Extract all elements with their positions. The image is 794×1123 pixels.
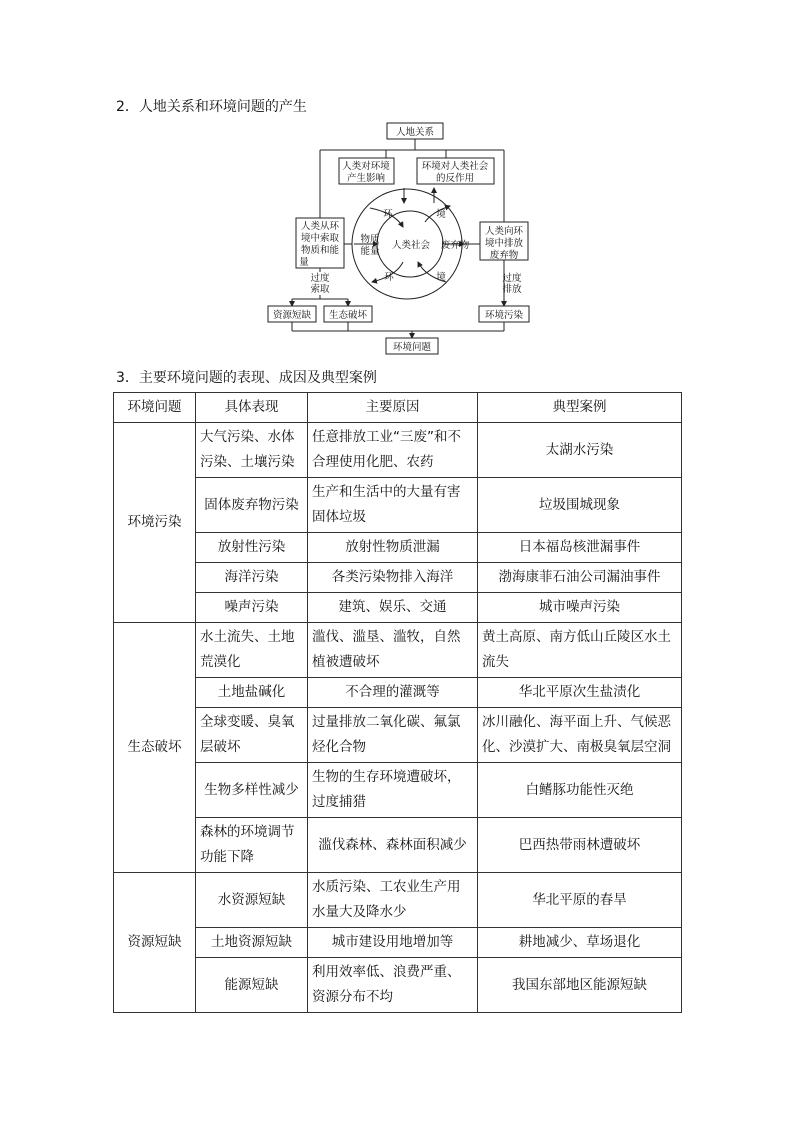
table-row <box>114 478 682 533</box>
manifestation-cell: 能源短缺 <box>196 958 308 1013</box>
header-cause: 主要原因 <box>308 393 478 423</box>
cause-cell: 任意排放工业“三废”和不合理使用化肥、农药 <box>308 423 478 478</box>
extract-line-3: 物质和能 <box>300 245 340 256</box>
cause-cell: 水质污染、工农业生产用水量大及降水少 <box>308 873 478 928</box>
ring-label-bottom-right: 境 <box>436 272 446 283</box>
material-label-2: 能量 <box>360 246 380 257</box>
society-label: 人类社会 <box>391 240 431 251</box>
extract-line-1: 人类从环 <box>300 221 340 232</box>
case-cell: 白鳍豚功能性灭绝 <box>478 763 682 818</box>
over-discharge-line-2: 排放 <box>502 284 522 295</box>
case-cell: 渤海康菲石油公司漏油事件 <box>478 563 682 593</box>
discharge-line-2: 境中排放 <box>484 238 524 249</box>
cause-cell: 生物的生存环境遭破坏，过度捕猎 <box>308 763 478 818</box>
manifestation-cell: 海洋污染 <box>196 563 308 593</box>
section-3-heading: 3．主要环境问题的表现、成因及典型案例 <box>116 370 377 386</box>
cause-cell: 利用效率低、浪费严重、资源分布不均 <box>308 958 478 1013</box>
cause-cell: 生产和生活中的大量有害固体垃圾 <box>308 478 478 533</box>
shortage-label: 资源短缺 <box>272 310 312 321</box>
over-extract-line-1: 过度 <box>310 273 330 284</box>
waste-label: 废弃物 <box>440 240 470 251</box>
table-header-row <box>114 393 682 423</box>
header-manifestation: 具体表现 <box>196 393 308 423</box>
manifestation-cell: 水土流失、土地荒漠化 <box>196 623 308 678</box>
human-environment-diagram <box>0 0 794 360</box>
extract-line-2: 境中索取 <box>300 233 340 244</box>
over-extract-line-2: 索取 <box>310 284 330 295</box>
table-row <box>114 873 682 928</box>
pollution-label: 环境污染 <box>484 310 524 321</box>
ring-label-bottom-left: 环 <box>384 272 394 283</box>
cause-cell: 滥伐、滥垦、滥牧，自然植被遭破坏 <box>308 623 478 678</box>
manifestation-cell: 固体废弃物污染 <box>196 478 308 533</box>
manifestation-cell: 大气污染、水体污染、土壤污染 <box>196 423 308 478</box>
category-cell: 环境污染 <box>114 423 196 623</box>
manifestation-cell: 土地盐碱化 <box>196 678 308 708</box>
manifestation-cell: 放射性污染 <box>196 533 308 563</box>
manifestation-cell: 水资源短缺 <box>196 873 308 928</box>
header-case: 典型案例 <box>478 393 682 423</box>
case-cell: 日本福岛核泄漏事件 <box>478 533 682 563</box>
impact-line-1: 人类对环境 <box>342 161 390 172</box>
category-cell: 资源短缺 <box>114 873 196 1013</box>
impact-line-2: 产生影响 <box>346 173 386 184</box>
cause-cell: 城市建设用地增加等 <box>308 928 478 958</box>
cause-cell: 放射性物质泄漏 <box>308 533 478 563</box>
discharge-line-3: 废弃物 <box>489 250 519 261</box>
case-cell: 耕地减少、草场退化 <box>478 928 682 958</box>
top-label: 人地关系 <box>395 127 435 138</box>
case-cell: 城市噪声污染 <box>478 593 682 623</box>
cause-cell: 不合理的灌溉等 <box>308 678 478 708</box>
reaction-line-2: 的反作用 <box>435 173 475 184</box>
case-cell: 黄土高原、南方低山丘陵区水土流失 <box>478 623 682 678</box>
table-row <box>114 708 682 763</box>
table-row <box>114 763 682 818</box>
over-discharge-line-1: 过度 <box>502 273 522 284</box>
header-problem: 环境问题 <box>114 393 196 423</box>
table-row <box>114 928 682 958</box>
case-cell: 垃圾围城现象 <box>478 478 682 533</box>
manifestation-cell: 噪声污染 <box>196 593 308 623</box>
environment-problems-table <box>113 392 682 1013</box>
case-cell: 冰川融化、海平面上升、气候恶化、沙漠扩大、南极臭氧层空洞 <box>478 708 682 763</box>
reaction-line-1: 环境对人类社会 <box>421 161 489 172</box>
material-label-1: 物质 <box>360 234 380 245</box>
case-cell: 华北平原的春旱 <box>478 873 682 928</box>
case-cell: 巴西热带雨林遭破坏 <box>478 818 682 873</box>
ring-label-top-right: 境 <box>436 209 446 220</box>
table-row <box>114 958 682 1013</box>
case-cell: 太湖水污染 <box>478 423 682 478</box>
discharge-line-1: 人类向环 <box>484 226 524 237</box>
manifestation-cell: 土地资源短缺 <box>196 928 308 958</box>
manifestation-cell: 生物多样性减少 <box>196 763 308 818</box>
cause-cell: 建筑、娱乐、交通 <box>308 593 478 623</box>
table-row <box>114 818 682 873</box>
category-cell: 生态破坏 <box>114 623 196 873</box>
case-cell: 我国东部地区能源短缺 <box>478 958 682 1013</box>
extract-line-4: 量 <box>299 257 309 268</box>
table-row <box>114 423 682 478</box>
cause-cell: 过量排放二氧化碳、氟氯烃化合物 <box>308 708 478 763</box>
table-row <box>114 593 682 623</box>
section-2-heading: 2．人地关系和环境问题的产生 <box>116 99 307 115</box>
ring-label-top-left: 环 <box>383 209 393 220</box>
cause-cell: 滥伐森林、森林面积减少 <box>308 818 478 873</box>
problems-label: 环境问题 <box>392 342 432 353</box>
table-row <box>114 563 682 593</box>
table-row <box>114 678 682 708</box>
table-row <box>114 533 682 563</box>
table-row <box>114 623 682 678</box>
case-cell: 华北平原次生盐渍化 <box>478 678 682 708</box>
eco-damage-label: 生态破坏 <box>328 310 368 321</box>
manifestation-cell: 全球变暖、臭氧层破坏 <box>196 708 308 763</box>
cause-cell: 各类污染物排入海洋 <box>308 563 478 593</box>
manifestation-cell: 森林的环境调节功能下降 <box>196 818 308 873</box>
